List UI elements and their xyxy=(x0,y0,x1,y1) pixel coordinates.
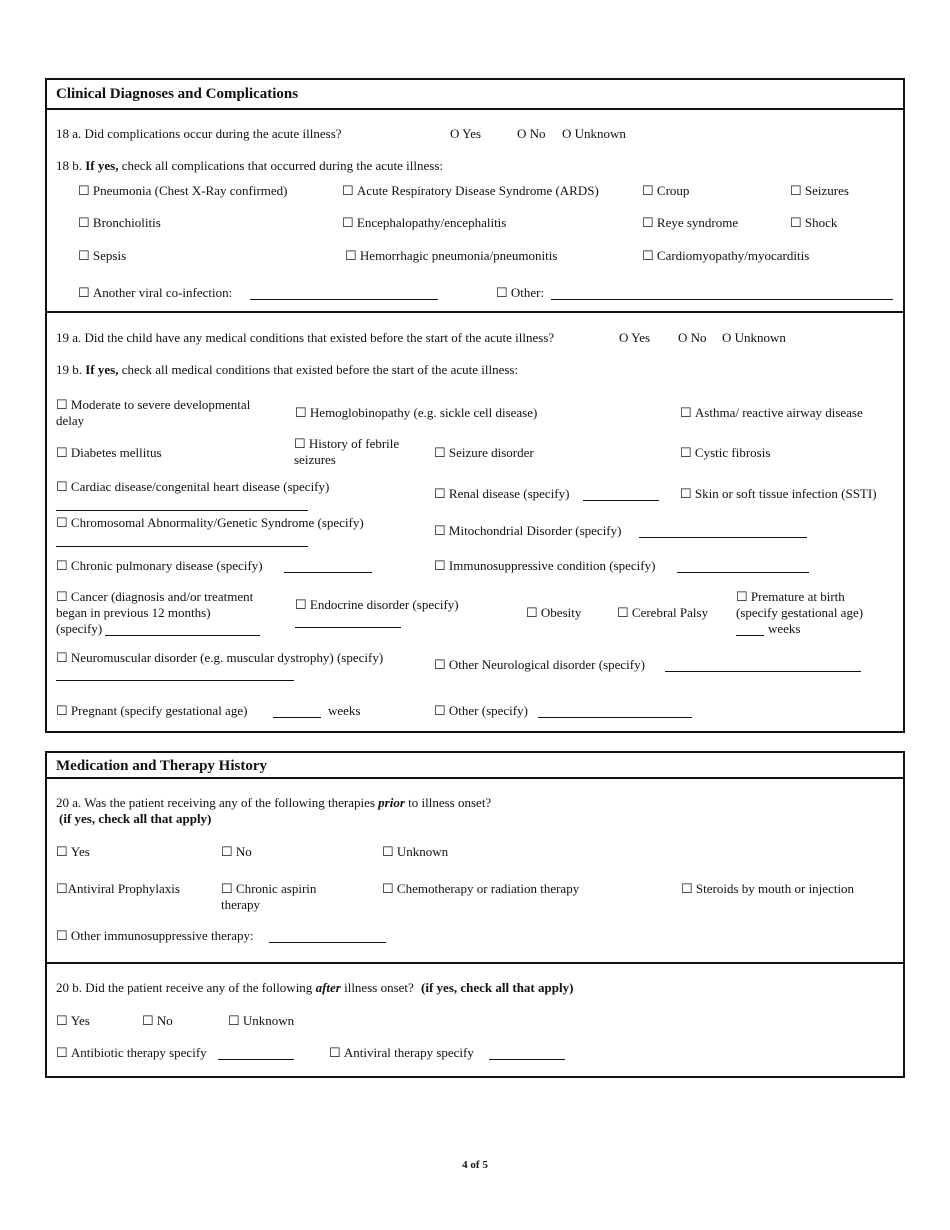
neuromuscular-input-line[interactable] xyxy=(56,680,294,681)
q19a-no-radio[interactable]: O No xyxy=(678,330,707,345)
endocrine-input-line[interactable] xyxy=(295,627,401,628)
condition-mitochondrial-checkbox[interactable]: ☐ Mitochondrial Disorder (specify) xyxy=(434,523,621,539)
condition-asthma-checkbox[interactable]: ☐ Asthma/ reactive airway disease xyxy=(680,405,863,421)
complication-encephalopathy-checkbox[interactable]: ☐ Encephalopathy/encephalitis xyxy=(342,215,506,231)
q20b-note: (if yes, check all that apply) xyxy=(421,980,574,995)
immunosuppressive-input-line[interactable] xyxy=(677,572,809,573)
section-divider xyxy=(47,962,903,964)
q19b-if-yes: If yes, xyxy=(85,362,119,377)
section-divider xyxy=(47,311,903,313)
medication-therapy-section xyxy=(45,751,905,1078)
q20a-prior: prior xyxy=(378,795,405,810)
coinfection-input-line[interactable] xyxy=(250,299,438,300)
premature-weeks-label: weeks xyxy=(768,621,801,636)
cancer-input-line[interactable] xyxy=(105,635,260,636)
condition-premature-checkbox[interactable]: ☐ Premature at birth xyxy=(736,589,845,605)
chemotherapy-checkbox[interactable]: ☐ Chemotherapy or radiation therapy xyxy=(382,881,579,897)
q19b-number: 19 b. xyxy=(56,362,82,377)
q19b-text: check all medical conditions that existed before the start of the acute illness: xyxy=(121,362,519,377)
question-20a xyxy=(56,795,491,811)
question-19b xyxy=(56,362,518,378)
q18a-unknown-radio[interactable]: O Unknown xyxy=(562,126,626,141)
steroids-checkbox[interactable]: ☐ Steroids by mouth or injection xyxy=(681,881,854,897)
q20b-no-checkbox[interactable]: ☐ No xyxy=(142,1013,173,1029)
condition-neurological-checkbox[interactable]: ☐ Other Neurological disorder (specify) xyxy=(434,657,645,673)
q19a-unknown-radio[interactable]: O Unknown xyxy=(722,330,786,345)
condition-cerebral-palsy-checkbox[interactable]: ☐ Cerebral Palsy xyxy=(617,605,708,621)
q20b-yes-checkbox[interactable]: ☐ Yes xyxy=(56,1013,90,1029)
pregnant-weeks-label: weeks xyxy=(328,703,361,718)
q20a-no-checkbox[interactable]: ☐ No xyxy=(221,844,252,860)
condition-cystic-fibrosis-checkbox[interactable]: ☐ Cystic fibrosis xyxy=(680,445,770,461)
complication-bronchiolitis-checkbox[interactable]: ☐ Bronchiolitis xyxy=(78,215,161,231)
chromosomal-input-line[interactable] xyxy=(56,546,308,547)
other-immunosuppressive-checkbox[interactable]: ☐ Other immunosuppressive therapy: xyxy=(56,928,254,944)
neurological-input-line[interactable] xyxy=(665,671,861,672)
q18b-number: 18 b. xyxy=(56,158,82,173)
q20b-text-post: illness onset? xyxy=(344,980,414,995)
condition-cancer-checkbox[interactable]: ☐ Cancer (diagnosis and/or treatment xyxy=(56,589,253,605)
premature-weeks-input-line[interactable] xyxy=(736,635,764,636)
complication-hemorrhagic-checkbox[interactable]: ☐ Hemorrhagic pneumonia/pneumonitis xyxy=(345,248,557,264)
cancer-label-line3: (specify) xyxy=(56,621,103,636)
chronic-aspirin-checkbox[interactable]: ☐ Chronic aspirin therapy xyxy=(221,881,341,913)
condition-developmental-checkbox[interactable]: ☐ Moderate to severe developmental delay xyxy=(56,397,278,429)
pregnant-input-line[interactable] xyxy=(273,717,321,718)
condition-other-input-line[interactable] xyxy=(538,717,692,718)
antibiotic-input-line[interactable] xyxy=(218,1059,294,1060)
condition-neuromuscular-checkbox[interactable]: ☐ Neuromuscular disorder (e.g. muscular dystrophy) (specify) xyxy=(56,650,383,666)
condition-obesity-checkbox[interactable]: ☐ Obesity xyxy=(526,605,581,621)
complication-seizures-checkbox[interactable]: ☐ Seizures xyxy=(790,183,849,199)
question-20b xyxy=(56,980,573,996)
pulmonary-input-line[interactable] xyxy=(284,572,372,573)
clinical-diagnoses-section xyxy=(45,78,905,733)
complication-sepsis-checkbox[interactable]: ☐ Sepsis xyxy=(78,248,126,264)
q18a-yes-radio[interactable]: O Yes xyxy=(450,126,482,141)
complication-other-input-line[interactable] xyxy=(551,299,893,300)
condition-renal-checkbox[interactable]: ☐ Renal disease (specify) xyxy=(434,486,569,502)
condition-ssti-checkbox[interactable]: ☐ Skin or soft tissue infection (SSTI) xyxy=(680,486,877,502)
complication-pneumonia-checkbox[interactable]: ☐ Pneumonia (Chest X-Ray confirmed) xyxy=(78,183,288,199)
complication-reye-checkbox[interactable]: ☐ Reye syndrome xyxy=(642,215,738,231)
condition-cardiac-checkbox[interactable]: ☐ Cardiac disease/congenital heart disease (specify) xyxy=(56,479,329,495)
complication-other-checkbox[interactable]: ☐ Other: xyxy=(496,285,544,301)
question-18a: 18 a. Did complications occur during the acute illness? xyxy=(56,126,342,141)
complication-cardiomyopathy-checkbox[interactable]: ☐ Cardiomyopathy/myocarditis xyxy=(642,248,809,264)
other-immunosuppressive-input-line[interactable] xyxy=(269,942,386,943)
q20b-unknown-checkbox[interactable]: ☐ Unknown xyxy=(228,1013,294,1029)
condition-febrile-seizures-checkbox[interactable]: ☐ History of febrile seizures xyxy=(294,436,422,468)
question-18b xyxy=(56,158,443,174)
condition-hemoglobinopathy-checkbox[interactable]: ☐ Hemoglobinopathy (e.g. sickle cell disease) xyxy=(295,405,537,421)
renal-input-line[interactable] xyxy=(583,500,659,501)
q20a-yes-checkbox[interactable]: ☐ Yes xyxy=(56,844,90,860)
section-title: Clinical Diagnoses and Complications xyxy=(47,80,903,110)
condition-chromosomal-checkbox[interactable]: ☐ Chromosomal Abnormality/Genetic Syndrome (specify) xyxy=(56,515,364,531)
q20a-note: (if yes, check all that apply) xyxy=(59,811,212,826)
q20b-after: after xyxy=(315,980,341,995)
condition-diabetes-checkbox[interactable]: ☐ Diabetes mellitus xyxy=(56,445,162,461)
complication-coinfection-checkbox[interactable]: ☐ Another viral co-infection: xyxy=(78,285,232,301)
q18a-no-radio[interactable]: O No xyxy=(517,126,546,141)
condition-endocrine-checkbox[interactable]: ☐ Endocrine disorder (specify) xyxy=(295,597,459,613)
question-19a: 19 a. Did the child have any medical conditions that existed before the start of the acute illness? xyxy=(56,330,555,345)
q20b-text-pre: 20 b. Did the patient receive any of the following xyxy=(56,980,313,995)
complication-croup-checkbox[interactable]: ☐ Croup xyxy=(642,183,689,199)
section-title: Medication and Therapy History xyxy=(47,753,903,779)
antiviral-therapy-checkbox[interactable]: ☐ Antiviral therapy specify xyxy=(329,1045,474,1061)
condition-pregnant-checkbox[interactable]: ☐ Pregnant (specify gestational age) xyxy=(56,703,247,719)
page-number: 4 of 5 xyxy=(462,1159,488,1171)
cardiac-input-line[interactable] xyxy=(56,510,308,511)
mitochondrial-input-line[interactable] xyxy=(639,537,807,538)
antiviral-input-line[interactable] xyxy=(489,1059,565,1060)
complication-ards-checkbox[interactable]: ☐ Acute Respiratory Disease Syndrome (ARDS) xyxy=(342,183,599,199)
antiviral-prophylaxis-label: Antiviral Prophylaxis xyxy=(67,881,180,896)
q18b-if-yes: If yes, xyxy=(85,158,119,173)
q19a-yes-radio[interactable]: O Yes xyxy=(619,330,651,345)
condition-other-checkbox[interactable]: ☐ Other (specify) xyxy=(434,703,528,719)
antiviral-prophylaxis-checkbox[interactable]: ☐Antiviral Prophylaxis xyxy=(56,881,180,896)
q20a-text-post: to illness onset? xyxy=(408,795,492,810)
condition-pulmonary-checkbox[interactable]: ☐ Chronic pulmonary disease (specify) xyxy=(56,558,263,574)
cancer-label-line2: began in previous 12 months) xyxy=(56,605,211,620)
premature-label-line2: (specify gestational age) xyxy=(736,605,864,620)
q20a-unknown-checkbox[interactable]: ☐ Unknown xyxy=(382,844,448,860)
complication-shock-checkbox[interactable]: ☐ Shock xyxy=(790,215,837,231)
condition-seizure-disorder-checkbox[interactable]: ☐ Seizure disorder xyxy=(434,445,534,461)
condition-immunosuppressive-checkbox[interactable]: ☐ Immunosuppressive condition (specify) xyxy=(434,558,655,574)
antibiotic-therapy-checkbox[interactable]: ☐ Antibiotic therapy specify xyxy=(56,1045,207,1061)
q18b-text: check all complications that occurred during the acute illness: xyxy=(121,158,443,173)
q20a-text-pre: 20 a. Was the patient receiving any of the following therapies xyxy=(56,795,375,810)
